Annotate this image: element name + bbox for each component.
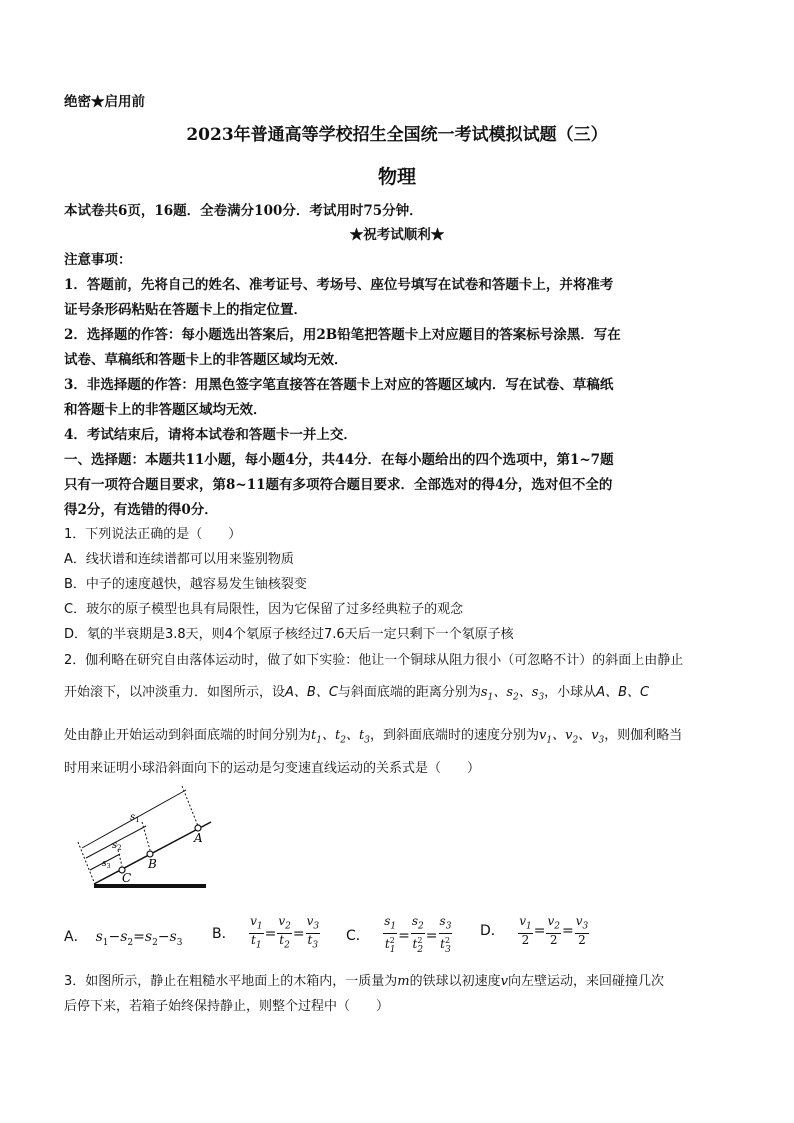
notice-line: 1．答题前，先将自己的姓名、准考证号、考场号、座位号填写在试卷和答题卡上，并将准考 — [64, 277, 614, 293]
q3-line2: 后停下来，若箱子始终保持静止，则整个过程中（ ） — [64, 999, 390, 1014]
section-instructions: 一、选择题：本题共11小题，每小题4分，共44分．在每小题给出的四个选项中，第1~7题 — [64, 452, 614, 468]
q2-line1: 2．伽利略在研究自由落体运动时，做了如下实验：他让一个铜球从阻力很小（可忽略不计）的斜面上由静止 — [64, 653, 684, 668]
notice-heading: 注意事项： — [64, 252, 132, 268]
q1-option-c: C．玻尔的原子模型也具有局限性，因为它保留了过多经典粒子的观念 — [64, 602, 464, 617]
q2-line2-text: 开始滚下，以冲淡重力．如图所示，设 — [64, 685, 286, 700]
q2-points: A、B、C — [596, 685, 650, 700]
q2-line2 — [64, 681, 649, 703]
q2-line4: 时用来证明小球沿斜面向下的运动是匀变速直线运动的关系式是（ ） — [64, 761, 481, 776]
notice-line: 4．考试结束后，请将本试卷和答题卡一并上交． — [64, 427, 357, 443]
label-a: A — [194, 831, 203, 845]
q2-distances: $s_1$、$s_2$、$s_3$ — [480, 685, 545, 703]
subject-title: 物理 — [377, 166, 416, 188]
tick — [182, 786, 198, 826]
q2-times: $t_1$、$t_2$、$t_3$ — [311, 728, 370, 746]
q2-line2-text: 与斜面底端的距离分别为 — [337, 685, 481, 700]
q1-stem: 1．下列说法正确的是（ ） — [64, 527, 242, 542]
notice-line: 3．非选择题的作答：用黑色签字笔直接答在答题卡上对应的答题区域内．写在试卷、草稿纸 — [64, 377, 614, 393]
exam-title: 2023年普通高等学校招生全国统一考试模拟试题（三） — [186, 125, 608, 145]
q2-line3-text: ，则伽利略当 — [604, 728, 683, 743]
q1-option-b: B．中子的速度越快，越容易发生铀核裂变 — [64, 577, 307, 592]
notice-line: 2．选择题的作答：每小题选出答案后，用2B铅笔把答题卡上对应题目的答案标号涂黑．写在 — [64, 327, 621, 343]
incline-figure — [76, 786, 216, 892]
label-b: B — [148, 857, 157, 871]
notice-line: 和答题卡上的非答题区域均无效． — [64, 402, 267, 418]
tick — [118, 850, 122, 866]
tick — [78, 842, 94, 882]
notice-line: 证号条形码粘贴在答题卡上的指定位置． — [64, 302, 307, 318]
q2-option-d: D． $\frac{v_1}{2}$ = $\frac{v_2}{2}$ = $\frac{v_3}{2}$ — [480, 914, 589, 948]
label-s3: $s_3$ — [102, 859, 111, 870]
section-instructions: 只有一项符合题目要求，第8~11题有多项符合题目要求．全部选对的得4分，选对但不全的 — [64, 477, 613, 493]
q2-option-a: A． $s_1-s_2=s_2-s_3$ — [64, 929, 183, 948]
q2-line3-text: 处由静止开始运动到斜面底端的时间分别为 — [64, 728, 312, 743]
q3-line1: 3．如图所示，静止在粗糙水平地面上的木箱内，一质量为m的铁球以初速度v向左壁运动，来回碰撞几次 — [64, 974, 664, 989]
q2-option-c: C． $\frac{s_1}{t^2_1}$ = $\frac{s_2}{t^2_2}$ = $\frac{s_3}{t^2_3}$ — [346, 914, 452, 955]
q2-line3-text: ，到斜面底端时的速度分别为 — [369, 728, 539, 743]
secret-label: 绝密★启用前 — [64, 94, 145, 110]
q2-points: A、B、C — [285, 685, 338, 700]
q2-velocities: $v_1$、$v_2$、$v_3$ — [538, 728, 605, 746]
section-instructions: 得2分，有选错的得0分． — [64, 502, 218, 518]
q1-option-d: D．氡的半衰期是3.8天，则4个氡原子核经过7.6天后一定只剩下一个氡原子核 — [64, 627, 514, 642]
label-c: C — [122, 871, 132, 885]
label-s2: $s_2$ — [112, 840, 122, 852]
q1-option-a: A．线状谱和连续谱都可以用来鉴别物质 — [64, 552, 294, 567]
q2-option-b: B． $\frac{v_1}{t_1}$ = $\frac{v_2}{t_2}$ = $\frac{v_3}{t_3}$ — [212, 914, 320, 951]
q2-line3 — [64, 724, 682, 746]
q2-line2-text: ，小球从 — [544, 685, 597, 700]
notice-line: 试卷、草稿纸和答题卡上的非答题区域均无效． — [64, 352, 348, 368]
exam-info: 本试卷共6页，16题．全卷满分100分．考试用时75分钟． — [64, 203, 423, 219]
wish-line: ★祝考试顺利★ — [349, 227, 445, 243]
label-s1: $s_1$ — [130, 812, 140, 824]
